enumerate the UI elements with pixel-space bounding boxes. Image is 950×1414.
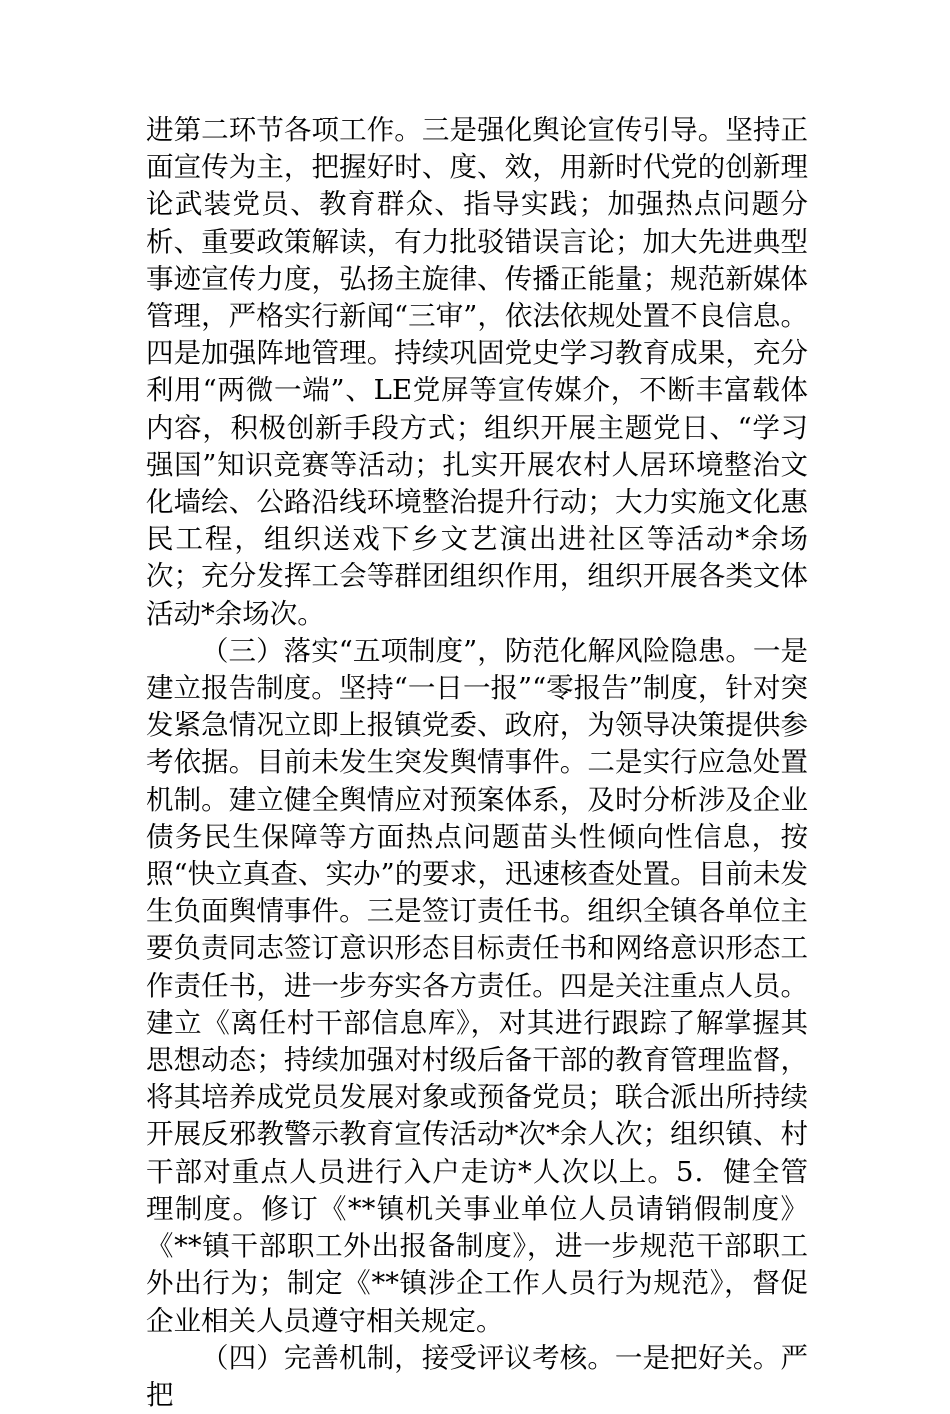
- paragraph-evaluation: （四）完善机制，接受评议考核。一是把好关。严把: [146, 1341, 808, 1411]
- paragraph-ideology-publicity: 进第二环节各项工作。三是强化舆论宣传引导。坚持正面宣传为主，把握好时、度、效，用新时代党的创新理论武装党员、教育群众、指导实践；加强热点问题分析、重要政策解读，有力批驳错误言论；加大先进典型事迹宣传力度，弘扬主旋律、传播正能量；规范新媒体管理，严格实行新闻“三审”，依法依规处置不良信息。四是加强阵地管理。持续巩固党史学习教育成果，充分利用“两微一端”、LE党屏等宣传媒介，不断丰富载体内容，积极创新手段方式；组织开展主题党日、“学习强国”知识竞赛等活动；扎实开展农村人居环境整治文化墙绘、公路沿线环境整治提升行动；大力实施文化惠民工程，组织送戏下乡文艺演出进社区等活动*余场次；充分发挥工会等群团组织作用，组织开展各类文体活动*余场次。: [146, 114, 808, 630]
- document-body: [146, 112, 808, 1414]
- paragraph-five-systems: （三）落实“五项制度”，防范化解风险隐患。一是建立报告制度。坚持“一日一报”“零报告”制度，针对突发紧急情况立即上报镇党委、政府，为领导决策提供参考依据。目前未发生突发舆情事件。二是实行应急处置机制。建立健全舆情应对预案体系，及时分析涉及企业债务民生保障等方面热点问题苗头性倾向性信息，按照“快立真查、实办”的要求，迅速核查处置。目前未发生负面舆情事件。三是签订责任书。组织全镇各单位主要负责同志签订意识形态目标责任书和网络意识形态工作责任书，进一步夯实各方责任。四是关注重点人员。建立《离任村干部信息库》，对其进行跟踪了解掌握其思想动态；持续加强对村级后备干部的教育管理监督，将其培养成党员发展对象或预备党员；联合派出所持续开展反邪教警示教育宣传活动*次*余人次；组织镇、村干部对重点人员进行入户走访*人次以上。5．健全管理制度。修订《**镇机关事业单位人员请销假制度》《**镇干部职工外出报备制度》，进一步规范干部职工外出行为；制定《**镇涉企工作人员行为规范》，督促企业相关人员遵守相关规定。: [146, 634, 808, 1337]
